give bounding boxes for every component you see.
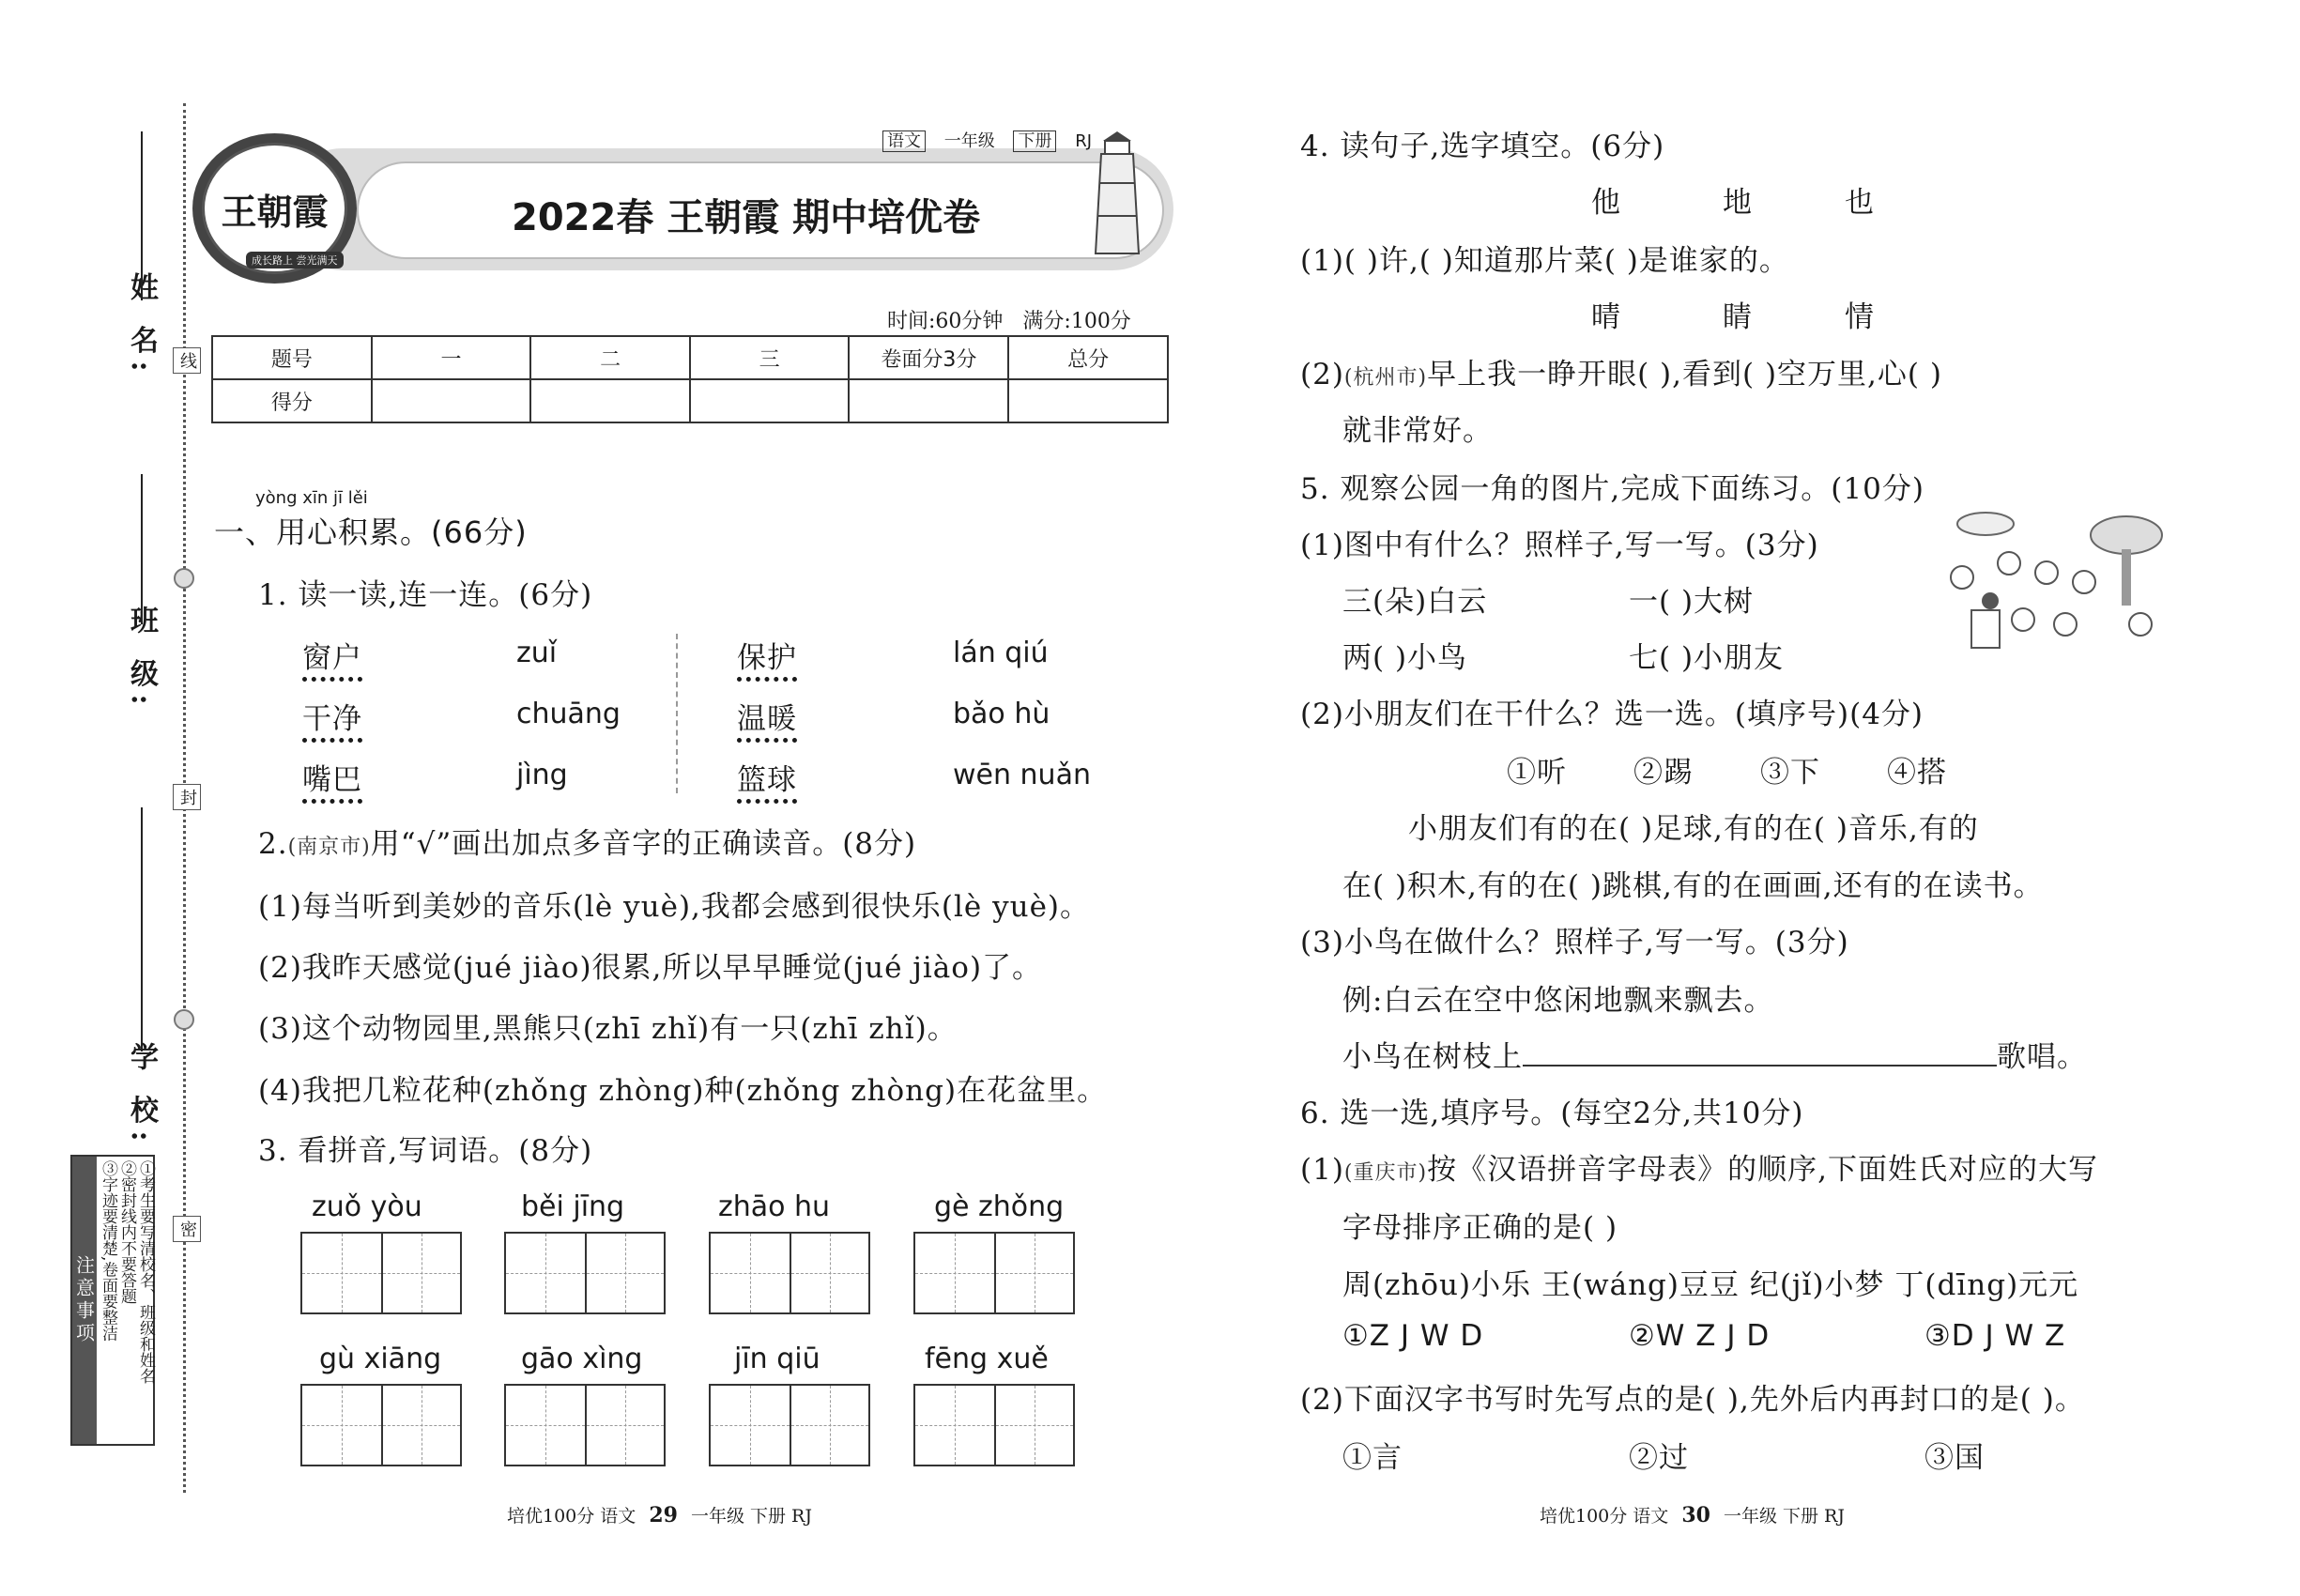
- q6-order: ②W Z J D: [1629, 1319, 1771, 1353]
- q3-pinyin: zhāo hu: [718, 1190, 831, 1223]
- table-cell: 题号: [212, 336, 372, 379]
- q2-region: (南京市): [287, 836, 371, 859]
- q1-left-word: 嘴巴: [302, 763, 362, 797]
- cut-word-3: 密: [173, 1216, 201, 1242]
- q1-right-word: 篮球: [737, 763, 797, 797]
- score-input-cell[interactable]: [530, 379, 690, 422]
- q5-example: 例:白云在空中悠闲地飘来飘去。: [1342, 984, 1774, 1018]
- notes-title: 注意事项: [72, 1157, 97, 1444]
- q2-line: (1)每当听到美妙的音乐(lè yuè),我都会感到很快乐(lè yuè)。: [258, 890, 1091, 924]
- q2-line: (2)我昨天感觉(jué jiào)很累,所以早早睡觉(jué jiào)了。: [258, 951, 1043, 985]
- q3-title: 3. 看拼音,写词语。(8分): [258, 1134, 593, 1168]
- q1-divider: [676, 634, 678, 793]
- q6-sub1b: 字母排序正确的是( ): [1342, 1211, 1618, 1245]
- footer-right: [1540, 1502, 1845, 1527]
- class-field[interactable]: [141, 474, 143, 624]
- q2-line: (4)我把几粒花种(zhǒng zhòng)种(zhǒng zhòng)在花盆里。: [258, 1074, 1108, 1108]
- q5-sub3: (3)小鸟在做什么？照样子,写一写。(3分): [1300, 926, 1849, 959]
- score-table-score-row: [212, 379, 1168, 422]
- q3-pinyin: zuǒ yòu: [312, 1190, 422, 1223]
- table-cell: 三: [690, 336, 850, 379]
- writing-grid[interactable]: [504, 1384, 666, 1466]
- q6-order: ③D J W Z: [1924, 1319, 2066, 1353]
- school-field[interactable]: [141, 807, 143, 1051]
- q5-para2: 在( )积木,有的在( )跳棋,有的在画画,还有的在读书。: [1342, 869, 2044, 903]
- q6-order: ①Z J W D: [1342, 1319, 1484, 1353]
- table-cell: 得分: [212, 379, 372, 422]
- q5-fill-start: 小鸟在树枝上: [1342, 1040, 1523, 1074]
- subject-tag: 语文: [882, 130, 926, 152]
- score-input-cell[interactable]: [372, 379, 531, 422]
- q5-option: ③下: [1760, 756, 1820, 790]
- q6-char: ③国: [1924, 1441, 1985, 1475]
- cut-word-1: 线: [173, 347, 201, 374]
- note-item: ③字迹要清楚,卷面要整洁: [99, 1160, 117, 1342]
- q6-char: ②过: [1629, 1441, 1689, 1475]
- q5-sub1: (1)图中有什么？照样子,写一写。(3分): [1300, 529, 1819, 562]
- q4-title: 4. 读句子,选字填空。(6分): [1300, 130, 1665, 163]
- q5-pair: 七( )小朋友: [1629, 641, 1785, 675]
- writing-grid[interactable]: [913, 1232, 1075, 1314]
- q6-names: 周(zhōu)小乐 王(wáng)豆豆 纪(jǐ)小梦 丁(dīng)元元: [1342, 1268, 2079, 1302]
- writing-grid[interactable]: [300, 1232, 462, 1314]
- q1-left-word: 窗户: [302, 641, 362, 675]
- q4-line2: 早上我一睁开眼( ),看到( )空万里,心( ): [1427, 358, 1942, 391]
- q5-pair: 两( )小鸟: [1342, 641, 1468, 675]
- q5-fill-row: [1342, 1033, 2087, 1075]
- section1-pinyin: yòng xīn jī lěi: [255, 488, 368, 508]
- q6-sub1: 按《汉语拼音字母表》的顺序,下面姓氏对应的大写: [1427, 1153, 2098, 1187]
- q1-right-pinyin: lán qiú: [953, 637, 1049, 669]
- q5-fill-end: 歌唱。: [1997, 1040, 2087, 1074]
- score-input-cell[interactable]: [849, 379, 1008, 422]
- footer-text: 一年级 下册 RJ: [690, 1506, 812, 1527]
- q5-title: 5. 观察公园一角的图片,完成下面练习。(10分): [1300, 472, 1924, 506]
- lighthouse-icon: [1084, 131, 1150, 263]
- q4-choice: 情: [1845, 300, 1875, 334]
- q2-title-row: 2.(南京市)用“√”画出加点多音字的正确读音。(8分): [258, 827, 917, 861]
- q6-title: 6. 选一选,填序号。(每空2分,共10分): [1300, 1097, 1804, 1130]
- q4-line1: (1)( )许,( )知道那片菜( )是谁家的。: [1300, 244, 1789, 278]
- name-label: 姓 名:: [125, 272, 158, 379]
- grade-tag: 一年级: [943, 131, 995, 151]
- score-input-cell[interactable]: [690, 379, 850, 422]
- brand-logo: 王朝霞: [202, 143, 347, 274]
- score-input-cell[interactable]: [1008, 379, 1168, 422]
- q4-line2b: 就非常好。: [1342, 414, 1493, 448]
- q1-left-pinyin: jìng: [516, 759, 568, 791]
- table-cell: 一: [372, 336, 531, 379]
- park-illustration: [1934, 507, 2178, 667]
- writing-grid[interactable]: [504, 1232, 666, 1314]
- score-table-header-row: [212, 336, 1168, 379]
- q4-choice: 晴: [1591, 300, 1621, 334]
- q4-choice: 也: [1845, 186, 1875, 220]
- logo-slogan: 成长路上 尝光满天: [246, 252, 344, 269]
- q4-choice: 地: [1723, 186, 1753, 220]
- subject-tags: [882, 128, 1105, 152]
- section1-title: 一、用心积累。(66分): [214, 514, 528, 550]
- q5-pair: 一( )大树: [1629, 585, 1755, 619]
- school-label: 学 校:: [125, 1042, 158, 1149]
- writing-grid[interactable]: [709, 1232, 870, 1314]
- q1-title: 1. 读一读,连一连。(6分): [258, 578, 593, 612]
- q5-option: ④搭: [1887, 756, 1947, 790]
- q1-left-pinyin: chuāng: [516, 698, 621, 730]
- q3-pinyin: běi jīng: [521, 1190, 625, 1223]
- q4-choice: 他: [1591, 186, 1621, 220]
- q1-left-word: 干净: [302, 702, 362, 736]
- footer-left: [507, 1502, 812, 1527]
- cut-word-2: 封: [173, 784, 201, 810]
- q1-right-pinyin: bǎo hù: [953, 698, 1050, 730]
- page-number: 30: [1681, 1503, 1710, 1527]
- q2-title: 用“√”画出加点多音字的正确读音。(8分): [370, 827, 917, 861]
- q6-sub1-row: (1)(重庆市)按《汉语拼音字母表》的顺序,下面姓氏对应的大写: [1300, 1153, 2098, 1187]
- q6-region: (重庆市): [1343, 1161, 1428, 1185]
- q5-pair: 三(朵)白云: [1342, 585, 1488, 619]
- q3-pinyin: gù xiāng: [319, 1343, 442, 1375]
- q1-right-word: 温暖: [737, 702, 797, 736]
- table-cell: 总分: [1008, 336, 1168, 379]
- q5-option: ①听: [1507, 756, 1567, 790]
- q1-right-word: 保护: [737, 641, 797, 675]
- time-info: [887, 305, 1131, 334]
- q5-para1: 小朋友们有的在( )足球,有的在( )音乐,有的: [1408, 812, 1979, 846]
- full-score: 满分:100分: [1022, 310, 1131, 333]
- notes-box: [70, 1155, 155, 1446]
- footer-text: 培优100分 语文: [1540, 1506, 1669, 1527]
- edition-tag: RJ: [1075, 131, 1093, 151]
- answer-blank[interactable]: [1523, 1038, 1997, 1067]
- q3-pinyin: gāo xìng: [521, 1343, 643, 1375]
- note-item: ②密封线内不要答题: [117, 1160, 136, 1304]
- writing-grid[interactable]: [709, 1384, 870, 1466]
- writing-grid[interactable]: [913, 1384, 1075, 1466]
- q3-pinyin: jīn qiū: [734, 1343, 820, 1375]
- table-cell: 卷面分3分: [849, 336, 1008, 379]
- q4-choice: 睛: [1723, 300, 1753, 334]
- q5-sub2: (2)小朋友们在干什么？选一选。(填序号)(4分): [1300, 698, 1924, 731]
- q4-region: (杭州市): [1343, 366, 1428, 390]
- q2-line: (3)这个动物园里,黑熊只(zhī zhǐ)有一只(zhī zhǐ)。: [258, 1012, 958, 1046]
- exam-time: 时间:60分钟: [887, 310, 1004, 333]
- q1-left-pinyin: zuǐ: [516, 637, 558, 669]
- class-label: 班 级:: [125, 606, 158, 713]
- q3-pinyin: gè zhǒng: [934, 1190, 1065, 1223]
- table-cell: 二: [530, 336, 690, 379]
- writing-grid[interactable]: [300, 1384, 462, 1466]
- q4-line2-row: (2)(杭州市)早上我一睁开眼( ),看到( )空万里,心( ): [1300, 358, 1942, 391]
- footer-text: 一年级 下册 RJ: [1723, 1506, 1845, 1527]
- q5-option: ②踢: [1633, 756, 1694, 790]
- staple-icon: [174, 1009, 194, 1030]
- q6-char: ①言: [1342, 1441, 1403, 1475]
- footer-text: 培优100分 语文: [507, 1506, 636, 1527]
- notes-list: [97, 1157, 157, 1444]
- name-field[interactable]: [141, 131, 143, 300]
- volume-tag: 下册: [1013, 130, 1056, 152]
- q6-sub2: (2)下面汉字书写时先写点的是( ),先外后内再封口的是( )。: [1300, 1383, 2085, 1417]
- score-table: [211, 335, 1169, 423]
- q3-pinyin: fēng xuě: [925, 1343, 1049, 1375]
- q1-right-pinyin: wēn nuǎn: [953, 759, 1091, 791]
- exam-title: 2022春 王朝霞 期中培优卷: [512, 196, 981, 239]
- staple-icon: [174, 568, 194, 589]
- page-number: 29: [649, 1503, 678, 1527]
- note-item: ①考生要写清校名、班级和姓名: [136, 1160, 155, 1384]
